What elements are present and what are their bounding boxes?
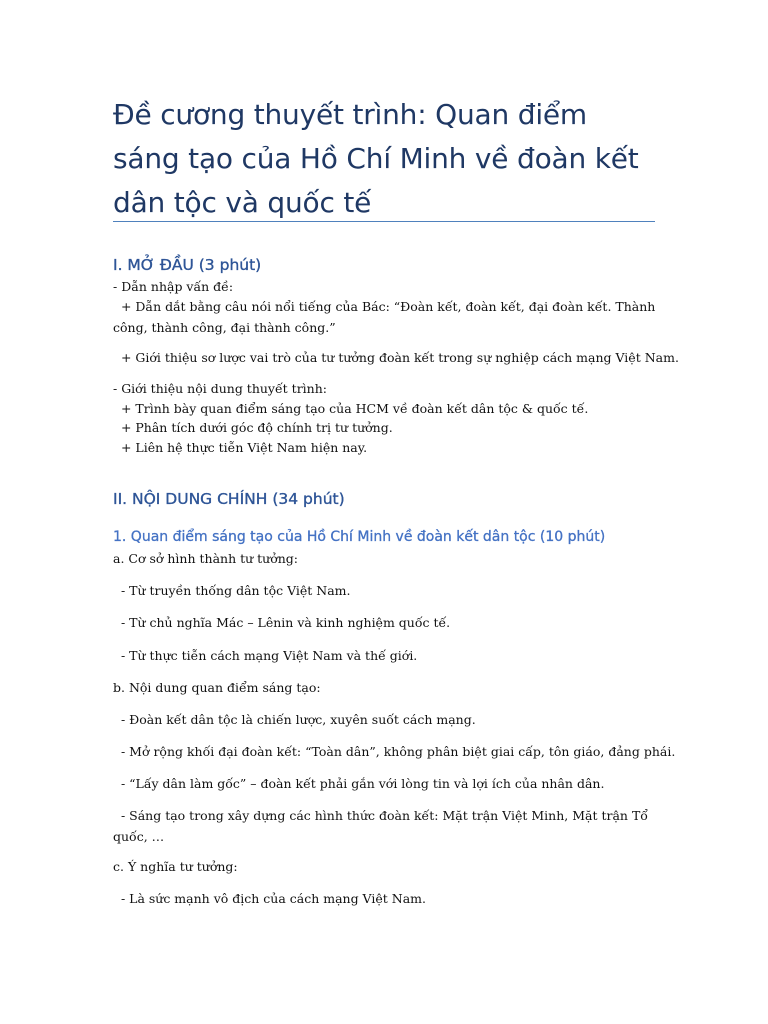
text-line: - Mở rộng khối đại đoàn kết: “Toàn dân”, không phân biệt giai cấp, tôn giáo, đảng phái.: [113, 744, 676, 759]
text-line: - Đoàn kết dân tộc là chiến lược, xuyên suốt cách mạng.: [113, 712, 476, 727]
title-underline: [113, 221, 655, 222]
subsection-heading: 1. Quan điểm sáng tạo của Hồ Chí Minh về đoàn kết dân tộc (10 phút): [113, 529, 606, 545]
text-line: - Từ truyền thống dân tộc Việt Nam.: [113, 583, 351, 598]
text-line: + Trình bày quan điểm sáng tạo của HCM về đoàn kết dân tộc & quốc tế.: [113, 401, 589, 416]
document-title: Đề cương thuyết trình: Quan điểm sáng tạo của Hồ Chí Minh về đoàn kết dân tộc và quốc tế: [113, 98, 639, 219]
text-line-quote: + Dẫn dắt bằng câu nói nổi tiếng của Bác: “Đoàn kết, đoàn kết, đại đoàn kết. Thành công, thành công, đại thành công.”: [113, 299, 660, 335]
text-line-wrapped: - Sáng tạo trong xây dựng các hình thức đoàn kết: Mặt trận Việt Minh, Mặt trận Tổ quốc, …: [113, 808, 652, 844]
text-line: + Giới thiệu sơ lược vai trò của tư tưởng đoàn kết trong sự nghiệp cách mạng Việt Nam.: [113, 350, 679, 365]
text-line: - Giới thiệu nội dung thuyết trình:: [113, 381, 327, 396]
text-line: - “Lấy dân làm gốc” – đoàn kết phải gắn với lòng tin và lợi ích của nhân dân.: [113, 776, 605, 791]
text-line: c. Ý nghĩa tư tưởng:: [113, 859, 238, 874]
text-line: b. Nội dung quan điểm sáng tạo:: [113, 680, 321, 695]
text-line: - Là sức mạnh vô địch của cách mạng Việt Nam.: [113, 891, 426, 906]
text-line: - Từ thực tiễn cách mạng Việt Nam và thế giới.: [113, 648, 418, 663]
text-line: - Từ chủ nghĩa Mác – Lênin và kinh nghiệm quốc tế.: [113, 615, 451, 630]
text-line: + Liên hệ thực tiễn Việt Nam hiện nay.: [113, 440, 368, 455]
section-heading-main: II. NỘI DUNG CHÍNH (34 phút): [113, 490, 345, 508]
section-heading-intro: I. MỞ ĐẦU (3 phút): [113, 256, 262, 274]
text-line: - Dẫn nhập vấn đề:: [113, 279, 234, 294]
text-line: + Phân tích dưới góc độ chính trị tư tưởng.: [113, 420, 393, 435]
text-line: a. Cơ sở hình thành tư tưởng:: [113, 551, 299, 566]
